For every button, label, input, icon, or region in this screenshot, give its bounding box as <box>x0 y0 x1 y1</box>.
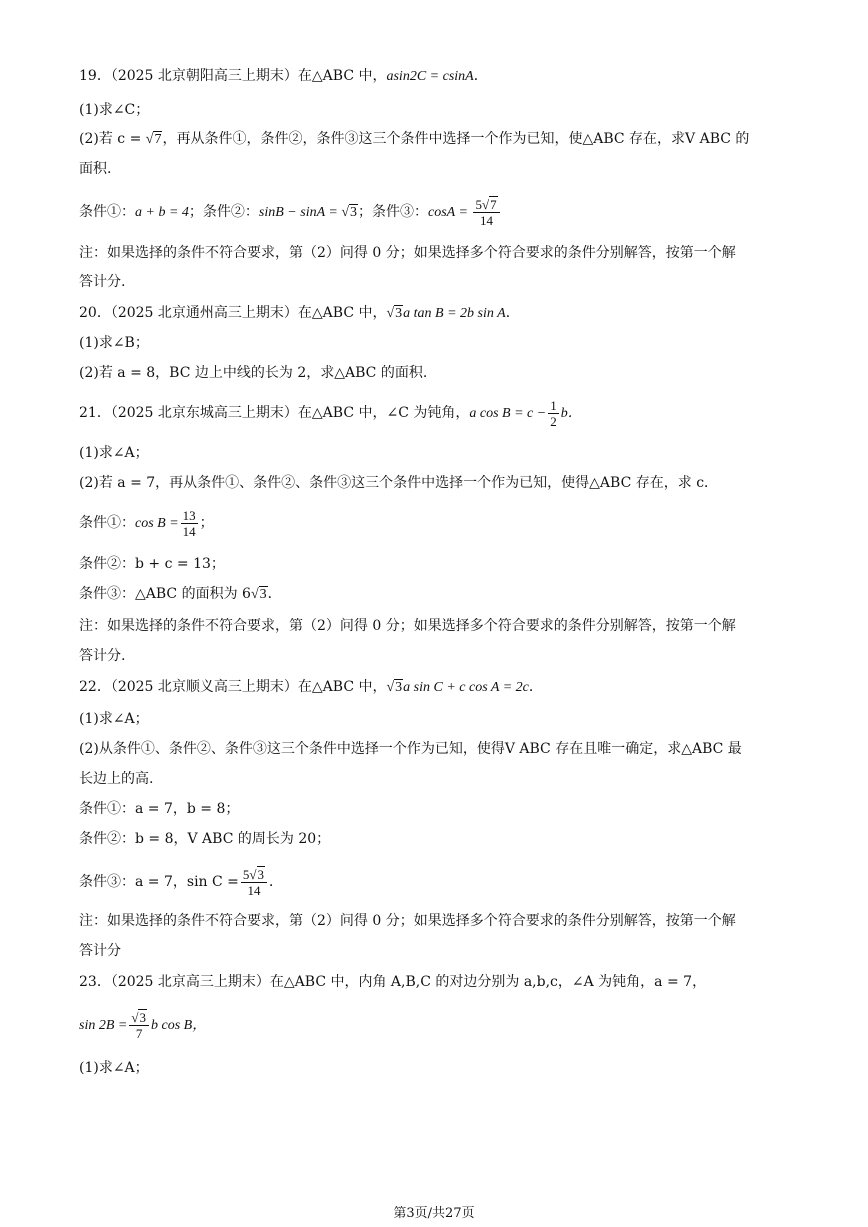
q20-part1: (1)求∠B； <box>79 335 149 351</box>
q22-cond3-fraction <box>241 867 267 898</box>
q20-condition: a tan B = 2b sin A <box>403 306 506 321</box>
q19-cond1-label: 条件①： <box>79 204 135 220</box>
sqrt-symbol: √3 <box>341 205 358 220</box>
sqrt-symbol: √3 <box>250 587 267 602</box>
q22-part2-line1: (2)从条件①、条件②、条件③这三个条件中选择一个作为已知，使得V ABC 存在且唯一确定，求△ABC 最 <box>79 741 742 757</box>
q23-condition-end: b cos B， <box>150 1018 207 1033</box>
q19-cond3-fraction <box>473 197 499 228</box>
fraction-denominator: 14 <box>480 212 493 228</box>
q22-part1: (1)求∠A； <box>79 711 149 727</box>
q20-stem <box>79 303 798 323</box>
fraction-numerator <box>473 197 499 213</box>
q19-cond2-label: ；条件②： <box>188 204 259 220</box>
q19-cond2-expr: sinB − sinA = <box>258 205 342 220</box>
q21-cond3-end: ． <box>267 586 282 602</box>
q21-cond1 <box>79 503 798 543</box>
q19-part2-cont: 面积. <box>79 161 112 177</box>
q21-cond3-label: 条件③：△ABC 的面积为 6 <box>79 586 251 602</box>
q21-part2: (2)若 a = 7，再从条件①、条件②、条件③这三个条件中选择一个作为已知，使得△ABC 存在，求 c． <box>79 475 719 491</box>
q22-cond3-label: 条件③：a = 7，sin C = <box>79 874 239 890</box>
q22-note-line2: 答计分 <box>79 943 121 959</box>
q22-part2-line2: 长边上的高. <box>79 771 154 787</box>
fraction-denominator: 14 <box>247 882 261 898</box>
q20-end: ． <box>505 305 520 321</box>
q19-condition: asin2C = csinA <box>386 69 474 84</box>
q19-part2-radicand: 7 <box>154 132 162 147</box>
fraction-numerator: 13 <box>182 507 196 523</box>
page-footer: 第3页/共27页 <box>393 1206 475 1221</box>
q19-stem <box>79 66 798 86</box>
q19-conditions <box>79 192 798 232</box>
sqrt-symbol: √7 <box>481 196 497 212</box>
q19-part2-lead: (2)若 c = <box>79 131 146 147</box>
q21-cond1-fraction <box>181 508 198 539</box>
numerator-radicand: 3 <box>257 866 265 882</box>
sqrt-symbol: √3 <box>249 866 265 882</box>
q20-radicand: 3 <box>395 306 403 321</box>
sqrt-symbol: √7 <box>145 132 162 147</box>
fraction-denominator: 2 <box>550 413 557 429</box>
q22-end: ． <box>528 679 543 695</box>
q23-fraction <box>129 1010 149 1041</box>
numerator-radicand: 3 <box>139 1009 146 1025</box>
fraction-numerator <box>241 867 267 883</box>
q19-cond1-expr: a + b = 4 <box>135 205 189 220</box>
sqrt-symbol: √3 <box>131 1009 146 1025</box>
q19-part2 <box>79 129 798 149</box>
q19-end: ． <box>473 68 488 84</box>
fraction-numerator <box>129 1010 149 1026</box>
fraction-denominator: 14 <box>182 523 196 539</box>
q22-stem <box>79 677 798 697</box>
q19-cond3-expr: cosA = <box>428 205 472 220</box>
q19-part2-text: ，再从条件①，条件②，条件③这三个条件中选择一个作为已知，使△ABC 存在，求V ABC 的 <box>162 131 750 147</box>
q21-condition-end: b． <box>560 406 582 421</box>
q22-cond3 <box>79 862 798 902</box>
fraction-denominator: 7 <box>135 1025 143 1041</box>
q22-cond3-end: ． <box>269 874 284 890</box>
numerator-coef: 5 <box>475 196 482 212</box>
q21-note-line1: 注：如果选择的条件不符合要求，第（2）问得 0 分；如果选择多个符合要求的条件分别解答，按第一个解 <box>79 618 736 634</box>
q21-condition: a cos B = c − <box>469 406 547 421</box>
q21-cond1-expr: cos B = <box>135 516 179 531</box>
q19-note-line2: 答计分. <box>79 274 126 290</box>
q21-head: 21．（2025 北京东城高三上期末）在△ABC 中，∠C 为钝角， <box>79 405 470 421</box>
numerator-coef: 5 <box>242 866 250 882</box>
q23-condition <box>79 1005 798 1045</box>
q22-head: 22．（2025 北京顺义高三上期末）在△ABC 中， <box>79 679 387 695</box>
q22-cond2: 条件②：b = 8，V ABC 的周长为 20； <box>79 831 331 847</box>
fraction-numerator: 1 <box>550 397 557 413</box>
q19-head: 19．（2025 北京朝阳高三上期末）在△ABC 中， <box>79 68 387 84</box>
q20-part2: (2)若 a = 8，BC 边上中线的长为 2，求△ABC 的面积. <box>79 365 428 381</box>
q19-note-line1: 注：如果选择的条件不符合要求，第（2）问得 0 分；如果选择多个符合要求的条件分别解答，按第一个解 <box>79 245 736 261</box>
q19-cond2-radicand: 3 <box>350 205 358 220</box>
q21-fraction <box>548 398 559 429</box>
q21-stem <box>79 393 798 433</box>
q22-cond1: 条件①：a = 7，b = 8； <box>79 801 240 817</box>
q21-cond1-label: 条件①： <box>79 515 135 531</box>
q21-part1: (1)求∠A； <box>79 445 149 461</box>
q20-head: 20．（2025 北京通州高三上期末）在△ABC 中， <box>79 305 387 321</box>
q21-cond2: 条件②：b + c = 13； <box>79 556 225 572</box>
q19-part1: (1)求∠C； <box>79 102 150 118</box>
q22-condition: a sin C + c cos A = 2c <box>403 680 529 695</box>
q21-cond1-end: ； <box>199 515 214 531</box>
q21-cond3 <box>79 584 798 604</box>
sqrt-symbol: √3 <box>386 306 403 321</box>
q23-part1: (1)求∠A； <box>79 1060 149 1076</box>
q21-cond3-radicand: 3 <box>259 587 267 602</box>
numerator-radicand: 7 <box>490 196 497 212</box>
q23-condition-lead: sin 2B = <box>79 1018 128 1033</box>
q19-cond3-label: ；条件③： <box>358 204 429 220</box>
q22-radicand: 3 <box>395 680 403 695</box>
q21-note-line2: 答计分. <box>79 648 126 664</box>
q22-note-line1: 注：如果选择的条件不符合要求，第（2）问得 0 分；如果选择多个符合要求的条件分别解答，按第一个解 <box>79 913 736 929</box>
sqrt-symbol: √3 <box>386 680 403 695</box>
q23-stem: 23．（2025 北京高三上期末）在△ABC 中，内角 A,B,C 的对边分别为 a,b,c，∠A 为钝角，a = 7， <box>79 974 707 990</box>
